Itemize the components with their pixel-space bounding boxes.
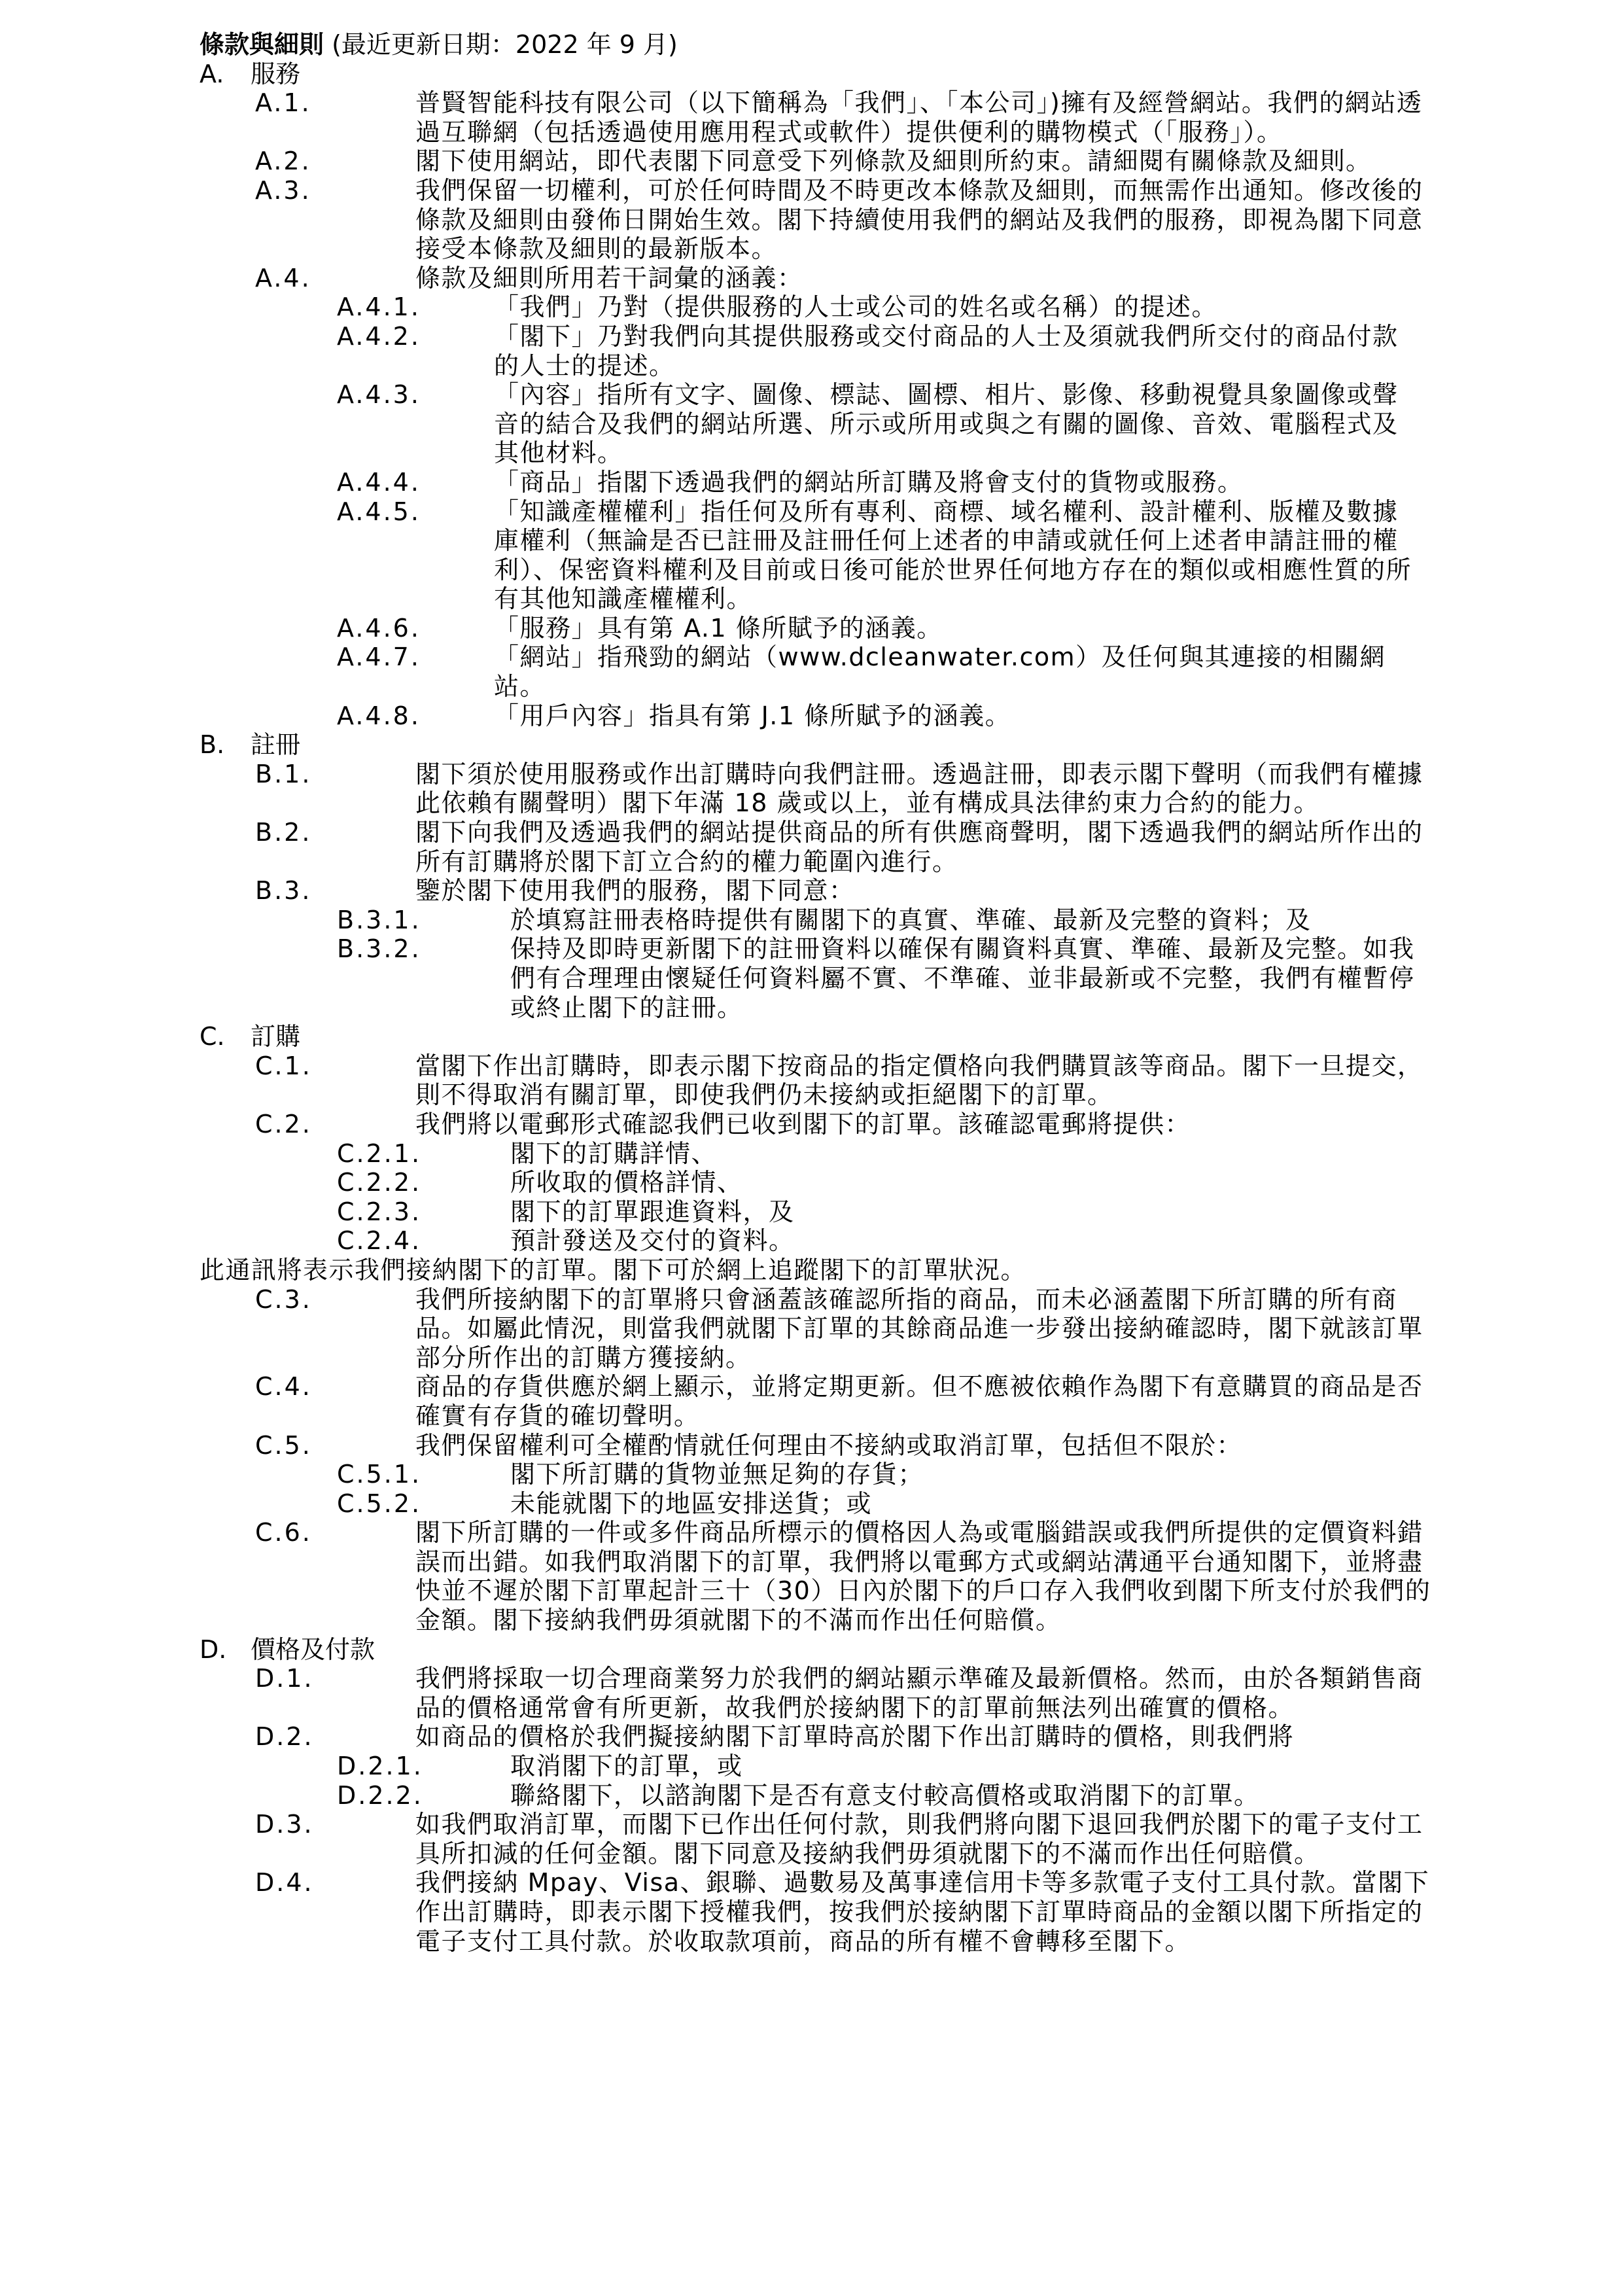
sub-clause [337,1460,1482,1489]
clause-text: 取消閣下的訂單，或 [510,1752,743,1781]
sub-clause [337,1168,1482,1197]
clause-text: 所收取的價格詳情、 [510,1168,743,1197]
clause-text: 「服務」具有第 A.1 條所賦予的涵義。 [494,613,943,643]
clause-number: A.4.2. [337,321,421,351]
clause-text: 未能就閣下的地區安排送貨；或 [510,1489,873,1518]
clause-text: 我們接納 Mpay、Visa、銀聯、過數易及萬事達信用卡等多款電子支付工具付款。當閣下作出訂購時，即表示閣下授權我們，按我們於接納閣下訂單時商品的金額以閣下所指定的電子支付工具付款。於收取款項前，商品的所有權不會轉移至閣下。 [415,1868,1430,1956]
clause-text: 「知識產權權利」指任何及所有專利、商標、域名權利、設計權利、版權及數據庫權利（無論是否已註冊及註冊任何上述者的申請或就任何上述者申請註冊的權利）、保密資料權利及目前或日後可能於世界任何地方存在的類似或相應性質的所有其他知識產權權利。 [494,497,1412,614]
clause-item [255,818,1482,876]
clause-text: 閣下所訂購的一件或多件商品所標示的價格因人為或電腦錯誤或我們所提供的定價資料錯誤而出錯。如我們取消閣下的訂單，我們將以電郵方式或網站溝通平台通知閣下，並將盡快並不遲於閣下訂單起計三十（30）日內於閣下的戶口存入我們收到閣下所支付於我們的金額。閣下接納我們毋須就閣下的不滿而作出任何賠償。 [415,1518,1431,1635]
clause-item [255,876,1482,906]
clause-item [255,1372,1482,1430]
clause-text: 閣下向我們及透過我們的網站提供商品的所有供應商聲明，閣下透過我們的網站所作出的所有訂購將於閣下訂立合約的權力範圍內進行。 [415,818,1423,876]
clause-text: 閣下所訂購的貨物並無足夠的存貨； [510,1460,924,1489]
clause-text: 我們將以電郵形式確認我們已收到閣下的訂單。該確認電郵將提供： [415,1109,1191,1139]
clause-item [255,1664,1482,1722]
terms-document [200,30,1482,1956]
clause-text: 預計發送及交付的資料。 [510,1226,795,1256]
section-title: 註冊 [251,730,301,760]
clause-text: 我們將採取一切合理商業努力於我們的網站顯示準確及最新價格。然而，由於各類銷售商品的價格通常會有所更新，故我們於接納閣下的訂單前無法列出確實的價格。 [415,1664,1423,1722]
clause-number: C.3. [255,1284,312,1314]
section-title: 訂購 [251,1022,301,1051]
clause-item [255,147,1482,176]
clause-number: C.5.2. [337,1489,422,1518]
clause-number: A.4. [255,263,311,292]
clause-text: 閣下的訂單跟進資料，及 [510,1197,795,1226]
clause-item [255,88,1482,147]
clause-text: 鑒於閣下使用我們的服務，閣下同意： [415,876,855,906]
clause-text: 如商品的價格於我們擬接納閣下訂單時高於閣下作出訂購時的價格，則我們將 [415,1722,1295,1752]
clause-number: C.6. [255,1518,312,1547]
section-title: 服務 [251,59,301,88]
sub-clause [337,322,1482,380]
clause-number: D.3. [255,1810,314,1839]
clause-text: 如我們取消訂單，而閣下已作出任何付款，則我們將向閣下退回我們於閣下的電子支付工具所扣減的任何金額。閣下同意及接納我們毋須就閣下的不滿而作出任何賠償。 [415,1810,1423,1868]
clause-number: A.4.4. [337,467,421,497]
note-paragraph: 此通訊將表示我們接納閣下的訂單。閣下可於網上追蹤閣下的訂單狀況。 [200,1255,1027,1284]
clause-number: B.3.2. [337,934,421,964]
sub-clause [337,643,1482,701]
section-label: C. [200,1022,225,1051]
clause-number: C.5. [255,1430,312,1460]
clause-text: 商品的存貨供應於網上顯示，並將定期更新。但不應被依賴作為閣下有意購買的商品是否確實有存貨的確切聲明。 [415,1372,1423,1430]
clause-number: A.4.3. [337,380,421,410]
clause-number: C.2.3. [337,1197,422,1226]
clause-text: 「內容」指所有文字、圖像、標誌、圖標、相片、影像、移動視覺具象圖像或聲音的結合及我們的網站所選、所示或所用或與之有關的圖像、音效、電腦程式及其他材料。 [494,380,1399,468]
clause-text: 我們保留權利可全權酌情就任何理由不接納或取消訂單，包括但不限於： [415,1430,1243,1460]
clause-number: C.2.4. [337,1226,422,1256]
clause-item [255,1868,1482,1956]
clause-number: A.4.5. [337,497,421,526]
clause-number: A.1. [255,88,311,118]
clause-number: B.3.1. [337,905,421,934]
clause-item [255,176,1482,264]
document-title [200,30,1482,60]
clause-text: 閣下的訂購詳情、 [510,1139,718,1168]
sub-clause [337,1139,1482,1169]
section-title: 價格及付款 [251,1634,375,1664]
sub-clause [337,934,1482,1022]
clause-text: 「用戶內容」指具有第 J.1 條所賦予的涵義。 [494,701,1011,730]
clause-item [255,1431,1482,1460]
title-bold: 條款與細則 [200,30,324,59]
section-label: D. [200,1634,227,1664]
clause-text: 「我們」乃對（提供服務的人士或公司的姓名或名稱）的提述。 [494,292,1218,322]
sub-clause [337,614,1482,643]
clause-text: 閣下使用網站，即代表閣下同意受下列條款及細則所約束。請細閱有關條款及細則。 [415,147,1372,176]
clause-number: D.4. [255,1868,314,1898]
clause-text: 我們保留一切權利，可於任何時間及不時更改本條款及細則，而無需作出通知。修改後的條款及細則由發佈日開始生效。閣下持續使用我們的網站及我們的服務，即視為閣下同意接受本條款及細則的最新版本。 [415,175,1423,264]
title-date: (最近更新日期：2022 年 9 月) [324,30,678,59]
clause-number: C.4. [255,1372,312,1402]
sub-clause [337,1752,1482,1781]
section-heading [200,1022,1482,1051]
clause-text: 條款及細則所用若干詞彙的涵義： [415,263,803,292]
clause-item [255,264,1482,293]
clause-number: B.3. [255,876,312,906]
clause-number: A.4.1. [337,292,421,322]
clause-number: A.4.7. [337,643,421,672]
clause-item [255,1051,1482,1110]
sections-container [200,60,1482,1956]
clause-text: 於填寫註冊表格時提供有關閣下的真實、準確、最新及完整的資料；及 [510,905,1312,934]
clause-number: A.4.8. [337,701,421,730]
clause-number: C.2.2. [337,1168,422,1197]
clause-number: A.4.6. [337,613,421,643]
clause-number: B.1. [255,759,312,788]
section-heading [200,1635,1482,1665]
clause-item [255,760,1482,818]
clause-text: 普賢智能科技有限公司（以下簡稱為「我們」、「本公司」)擁有及經營網站。我們的網站透過互聯網（包括透過使用應用程式或軟件）提供便利的購物模式（「服務」）。 [415,88,1423,147]
clause-number: D.1. [255,1664,314,1693]
clause-number: A.3. [255,175,311,205]
sub-clause [337,292,1482,322]
sub-clause [337,380,1482,468]
sub-clause [337,1197,1482,1227]
sub-clause [337,1781,1482,1810]
section-label: A. [200,59,224,88]
sub-clause [337,497,1482,614]
clause-text: 我們所接納閣下的訂單將只會涵蓋該確認所指的商品，而未必涵蓋閣下所訂購的所有商品。如屬此情況，則當我們就閣下訂單的其餘商品進一步發出接納確認時，閣下就該訂單部分所作出的訂購方獲接納。 [415,1284,1423,1372]
clause-text: 保持及即時更新閣下的註冊資料以確保有關資料真實、準確、最新及完整。如我們有合理理由懷疑任何資料屬不實、不準確、並非最新或不完整，我們有權暫停或終止閣下的註冊。 [510,934,1415,1022]
clause-number: D.2.2. [337,1780,423,1810]
clause-text: 「閣下」乃對我們向其提供服務或交付商品的人士及須就我們所交付的商品付款的人士的提述。 [494,321,1399,380]
clause-item [255,1110,1482,1139]
clause-number: D.2.1. [337,1752,423,1781]
sub-clause [337,1226,1482,1256]
clause-number: C.2. [255,1109,312,1139]
clause-number: B.2. [255,818,312,847]
clause-number: C.5.1. [337,1460,422,1489]
clause-item [255,1810,1482,1868]
clause-item [255,1518,1482,1634]
clause-number: D.2. [255,1722,314,1752]
sub-clause [337,468,1482,497]
clause-number: C.2.1. [337,1139,422,1168]
section-heading [200,730,1482,760]
clause-item [255,1285,1482,1373]
clause-item [255,1722,1482,1752]
section-heading [200,60,1482,89]
sub-clause [337,906,1482,935]
section-label: B. [200,730,225,760]
clause-text: 聯絡閣下，以諮詢閣下是否有意支付較高價格或取消閣下的訂單。 [510,1780,1260,1810]
sub-clause [337,1489,1482,1519]
clause-number: C.1. [255,1051,312,1080]
clause-number: A.2. [255,147,311,176]
sub-clause [337,701,1482,731]
clause-text: 「商品」指閣下透過我們的網站所訂購及將會支付的貨物或服務。 [494,467,1244,497]
clause-text: 當閣下作出訂購時，即表示閣下按商品的指定價格向我們購買該等商品。閣下一旦提交，則不得取消有關訂單，即使我們仍未接納或拒絕閣下的訂單。 [415,1051,1423,1110]
clause-text: 「網站」指飛勁的網站（www.dcleanwater.com）及任何與其連接的相關網站。 [494,643,1386,701]
clause-text: 閣下須於使用服務或作出訂購時向我們註冊。透過註冊，即表示閣下聲明（而我們有權據此依賴有關聲明）閣下年滿 18 歲或以上，並有構成具法律約束力合約的能力。 [415,759,1423,818]
